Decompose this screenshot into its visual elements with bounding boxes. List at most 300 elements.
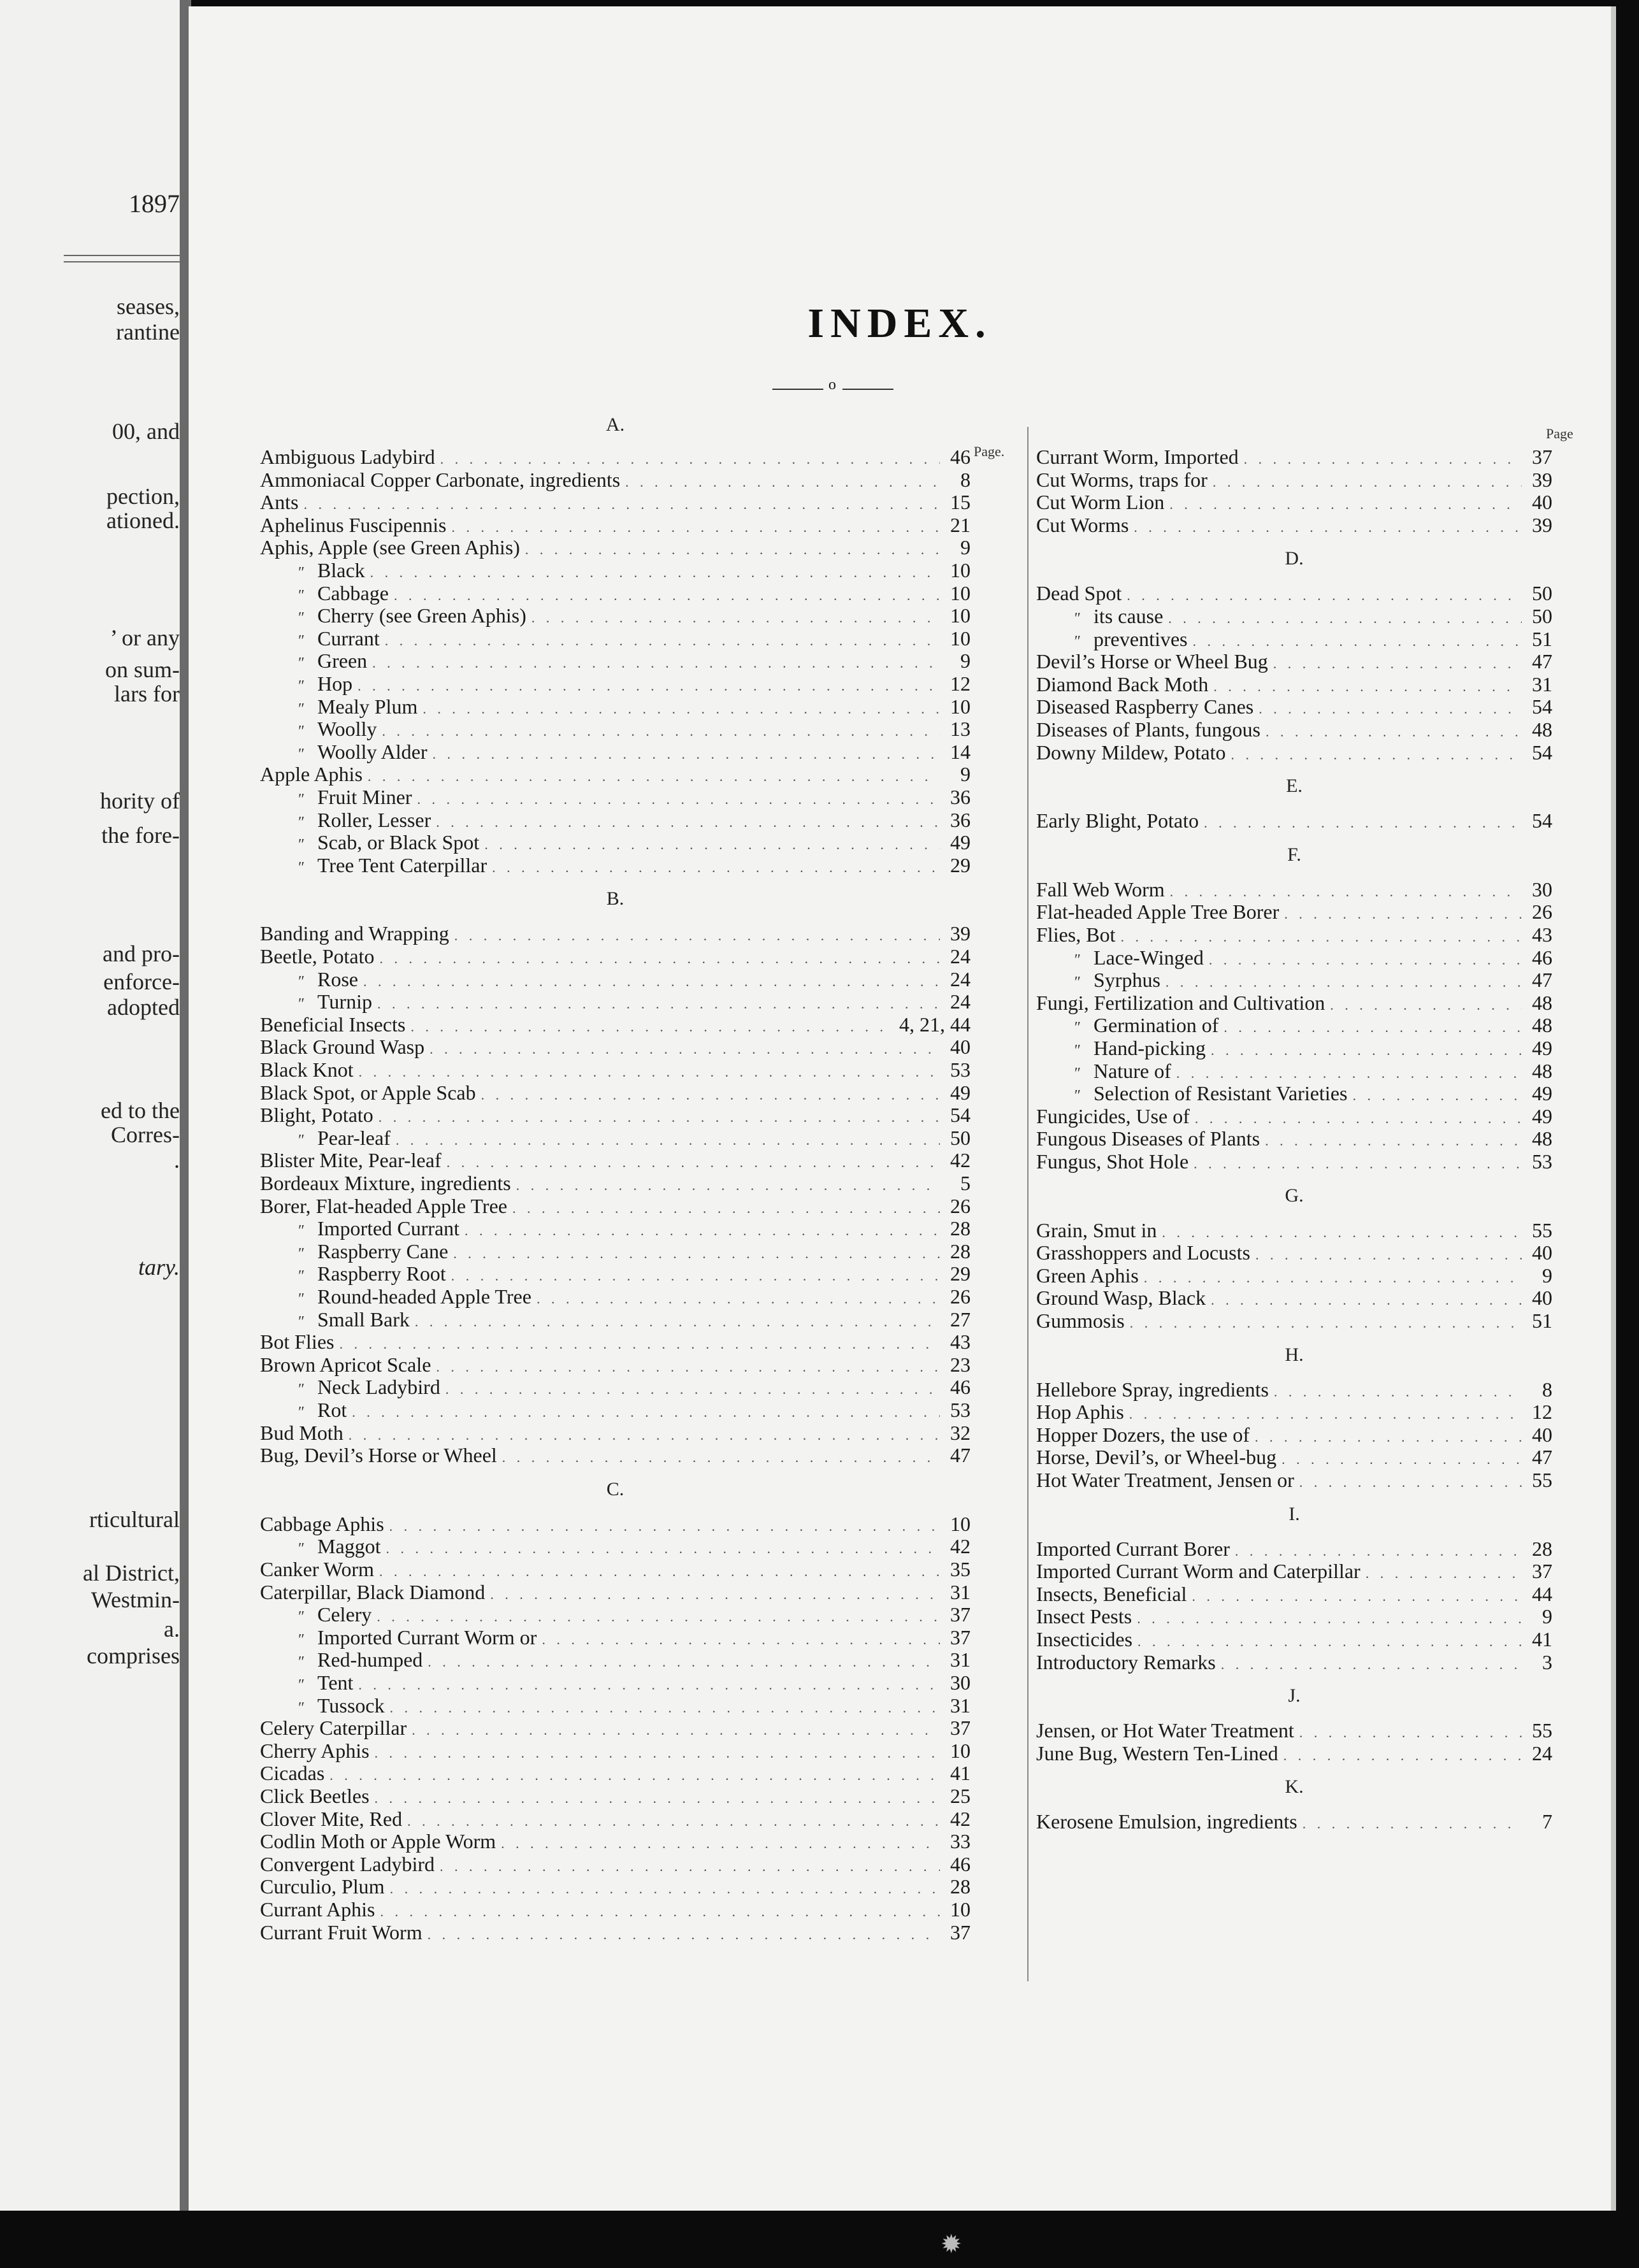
entry-page-number: 10 [950, 1739, 971, 1762]
ditto-mark: ″ [298, 1631, 305, 1648]
entry-page-number: 49 [1532, 1105, 1552, 1128]
section-letter: I. [1289, 1503, 1300, 1525]
ditto-mark: ″ [1074, 1042, 1081, 1059]
index-entry [1036, 947, 1552, 969]
index-entry [1036, 469, 1552, 491]
dot-leader [1231, 743, 1522, 764]
entry-page-number: 10 [950, 695, 971, 718]
entry-page-number: 31 [1532, 673, 1552, 696]
entry-text: Blister Mite, Pear-leaf [260, 1149, 442, 1172]
dot-leader [1209, 949, 1522, 969]
entry-text: Insects, Beneficial [1036, 1583, 1187, 1605]
entry-page-number: 24 [950, 968, 971, 991]
entry-text: Cabbage [317, 582, 389, 605]
entry-page-number: 53 [950, 1059, 971, 1081]
entry-text: Currant Fruit Worm [260, 1921, 422, 1944]
index-entry [1036, 628, 1552, 650]
entry-text: Cut Worms, traps for [1036, 468, 1208, 491]
entry-text: Curculio, Plum [260, 1876, 385, 1898]
dot-leader [1283, 1744, 1522, 1765]
dot-leader [1166, 971, 1522, 991]
index-entry [1036, 719, 1552, 741]
previous-page-text: Corres- [111, 1122, 180, 1147]
ditto-mark: ″ [298, 745, 305, 763]
entry-page-number: 21 [950, 513, 971, 536]
entry-page-number: 12 [950, 673, 971, 695]
dot-leader [1170, 880, 1522, 901]
entry-text: Apple Aphis [260, 763, 363, 786]
dot-leader [1266, 721, 1522, 741]
entry-page-number: 42 [950, 1535, 971, 1558]
index-entry [1036, 1060, 1552, 1082]
dot-leader [1129, 1403, 1522, 1423]
dot-leader [1204, 812, 1522, 832]
section-letter: H. [1285, 1344, 1304, 1365]
index-entry [1036, 491, 1552, 513]
entry-text: Gummosis [1036, 1310, 1125, 1332]
index-entry [1036, 1605, 1552, 1628]
dot-leader [1144, 1267, 1522, 1287]
dot-leader [1134, 516, 1522, 536]
index-entry [1036, 810, 1552, 832]
entry-page-number: 47 [1532, 650, 1552, 673]
index-entry [1036, 1446, 1552, 1468]
previous-page-text: comprises [87, 1643, 180, 1669]
entry-text: Mealy Plum [317, 695, 418, 718]
index-entry [1036, 1265, 1552, 1287]
dot-leader [1255, 1244, 1522, 1264]
section-letter: D. [1285, 548, 1304, 570]
ditto-mark: ″ [298, 1268, 305, 1285]
index-entry [1036, 1628, 1552, 1651]
dot-leader [1211, 1039, 1522, 1059]
dot-leader [1168, 607, 1522, 628]
index-entry [1036, 924, 1552, 946]
index-entry [1036, 1037, 1552, 1059]
index-entry [1036, 1538, 1552, 1560]
entry-text: Clover Mite, Red [260, 1807, 403, 1830]
entry-text: Green [317, 650, 368, 673]
entry-text: Ants [260, 491, 299, 514]
index-entry [1036, 901, 1552, 923]
entry-page-number: 42 [950, 1807, 971, 1830]
entry-text: Cherry (see Green Aphis) [317, 605, 526, 628]
entry-text: Germination of [1094, 1014, 1219, 1037]
previous-page-year: 1897 [129, 189, 180, 218]
entry-text: Downy Mildew, Potato [1036, 741, 1226, 764]
entry-text: Cut Worms [1036, 513, 1129, 536]
ditto-mark: ″ [1074, 1065, 1081, 1082]
dot-leader [1259, 698, 1522, 718]
entry-text: Maggot [317, 1535, 381, 1558]
entry-text: Woolly Alder [317, 740, 428, 763]
entry-page-number: 12 [1532, 1401, 1552, 1424]
entry-page-number: 7 [1542, 1811, 1552, 1834]
ditto-mark: ″ [1074, 1019, 1081, 1037]
entry-text: Cabbage Aphis [260, 1512, 384, 1535]
entry-page-number: 29 [950, 854, 971, 877]
ditto-mark: ″ [298, 723, 305, 740]
entry-text: Borer, Flat-headed Apple Tree [260, 1195, 507, 1217]
index-entry [1036, 1651, 1552, 1674]
previous-page-text: Westmin- [90, 1587, 180, 1612]
previous-page-text: enforce- [103, 969, 180, 994]
entry-page-number: 55 [1532, 1219, 1552, 1242]
entry-text: Celery Caterpillar [260, 1717, 407, 1740]
entry-text: Nature of [1094, 1059, 1171, 1082]
section-letter: G. [1285, 1184, 1304, 1206]
entry-page-number: 47 [1532, 969, 1552, 992]
entry-text: Cut Worm Lion [1036, 491, 1165, 514]
previous-page-text: ed to the [101, 1098, 180, 1123]
previous-page-text: the fore- [101, 822, 180, 848]
section-letter: F. [1287, 843, 1301, 865]
entry-page-number: 9 [960, 763, 971, 786]
entry-text: Brown Apricot Scale [260, 1353, 431, 1376]
entry-page-number: 48 [1532, 1014, 1552, 1037]
entry-text: Imported Currant Worm or [317, 1626, 537, 1649]
entry-text: Fruit Miner [317, 786, 412, 808]
dot-leader [1299, 1721, 1522, 1742]
entry-page-number: 15 [950, 491, 971, 514]
entry-text: Tent [317, 1672, 354, 1694]
entry-page-number: 28 [950, 1217, 971, 1240]
previous-page-text: rantine [116, 319, 180, 345]
entry-page-number: 32 [950, 1421, 971, 1444]
entry-page-number: 29 [950, 1263, 971, 1286]
dot-leader [1244, 448, 1522, 468]
dot-leader [1195, 1107, 1522, 1128]
entry-page-number: 54 [1532, 741, 1552, 764]
entry-page-number: 4, 21, 44 [899, 1013, 971, 1036]
entry-page-number: 50 [1532, 582, 1552, 605]
entry-page-number: 26 [950, 1195, 971, 1217]
entry-page-number: 10 [950, 559, 971, 582]
index-entry [1036, 1401, 1552, 1423]
previous-page-text: a. [164, 1616, 180, 1642]
entry-text: Fungous Diseases of Plants [1036, 1128, 1260, 1151]
entry-text: Tree Tent Caterpillar [317, 854, 487, 877]
index-entry [1036, 1424, 1552, 1446]
index-entry [1036, 446, 1552, 468]
index-entry [1036, 1469, 1552, 1491]
entry-page-number: 40 [950, 1036, 971, 1059]
entry-text: Lace-Winged [1094, 946, 1204, 969]
previous-page-text: pection, [106, 484, 180, 509]
entry-text: Diseased Raspberry Canes [1036, 696, 1254, 719]
index-entry [1036, 1128, 1552, 1150]
entry-text: Insecticides [1036, 1628, 1133, 1651]
previous-page-text: hority of [100, 788, 180, 814]
entry-page-number: 51 [1532, 1310, 1552, 1332]
entry-text: Horse, Devil’s, or Wheel-bug [1036, 1446, 1277, 1469]
entry-page-number: 9 [1542, 1264, 1552, 1287]
entry-text: Fungus, Shot Hole [1036, 1151, 1189, 1173]
entry-page-number: 49 [950, 831, 971, 854]
entry-page-number: 43 [950, 1331, 971, 1354]
dot-leader [1130, 1312, 1522, 1332]
entry-text: Hopper Dozers, the use of [1036, 1423, 1250, 1446]
dot-leader [1137, 1607, 1522, 1628]
entry-text: Grasshoppers and Locusts [1036, 1242, 1250, 1265]
previous-page-text: adopted [107, 994, 180, 1020]
entry-page-number: 31 [950, 1694, 971, 1717]
entry-page-number: 40 [1532, 491, 1552, 514]
ditto-mark: ″ [298, 1699, 305, 1716]
entry-text: Tussock [317, 1694, 385, 1717]
entry-text: Fungicides, Use of [1036, 1105, 1190, 1128]
entry-text: Woolly [317, 718, 377, 741]
entry-page-number: 9 [1542, 1605, 1552, 1628]
entry-page-number: 10 [950, 1512, 971, 1535]
ditto-mark: ″ [298, 632, 305, 649]
ditto-mark: ″ [1074, 633, 1081, 650]
entry-page-number: 46 [1532, 946, 1552, 969]
dot-leader [1299, 1471, 1522, 1491]
ditto-mark: ″ [1074, 610, 1081, 627]
entry-page-number: 48 [1532, 1128, 1552, 1151]
entry-page-number: 24 [950, 945, 971, 968]
scan-mark: ✹ [941, 2230, 962, 2259]
entry-page-number: 51 [1532, 628, 1552, 650]
entry-text: Imported Currant [317, 1217, 460, 1240]
entry-text: Bot Flies [260, 1331, 335, 1354]
entry-page-number: 31 [950, 1649, 971, 1672]
entry-page-number: 10 [950, 1898, 971, 1921]
ditto-mark: ″ [298, 814, 305, 831]
index-entry [1036, 742, 1552, 764]
dot-leader [1193, 630, 1522, 650]
index-page [189, 6, 1616, 2259]
entry-page-number: 28 [950, 1876, 971, 1898]
entry-text: Currant Worm, Imported [1036, 446, 1239, 468]
index-entry [1036, 1560, 1552, 1583]
ditto-mark: ″ [298, 1404, 305, 1421]
entry-page-number: 40 [1532, 1287, 1552, 1310]
entry-page-number: 46 [950, 1853, 971, 1876]
entry-text: Black Knot [260, 1059, 354, 1081]
entry-text: Flat-headed Apple Tree Borer [1036, 901, 1280, 924]
index-entry [1036, 1310, 1552, 1332]
section-letter: K. [1285, 1776, 1304, 1798]
dot-leader [1127, 584, 1522, 605]
dot-leader [1265, 1130, 1522, 1150]
dot-leader [1211, 1289, 1522, 1309]
entry-text: Round-headed Apple Tree [317, 1286, 531, 1308]
entry-page-number: 10 [950, 605, 971, 628]
ditto-mark: ″ [298, 791, 305, 808]
entry-page-number: 50 [1532, 605, 1552, 628]
index-entry [1036, 582, 1552, 605]
entry-page-number: 46 [950, 1376, 971, 1399]
entry-page-number: 9 [960, 650, 971, 673]
dot-leader [1255, 1426, 1522, 1446]
entry-page-number: 48 [1532, 719, 1552, 741]
entry-text: Insect Pests [1036, 1605, 1132, 1628]
entry-text: Canker Worm [260, 1558, 375, 1581]
entry-page-number: 46 [950, 446, 971, 468]
entry-text: Red-humped [317, 1649, 423, 1672]
dot-leader [1221, 1653, 1522, 1674]
dot-leader [1366, 1562, 1522, 1583]
index-entry [1036, 1379, 1552, 1401]
entry-page-number: 3 [1542, 1651, 1552, 1674]
entry-text: Hellebore Spray, ingredients [1036, 1378, 1269, 1401]
entry-page-number: 54 [1532, 810, 1552, 833]
previous-page-text: lars for [114, 681, 180, 707]
entry-page-number: 8 [960, 468, 971, 491]
entry-text: Aphelinus Fuscipennis [260, 513, 447, 536]
entry-page-number: 40 [1532, 1242, 1552, 1265]
previous-page-rule [64, 261, 185, 262]
entry-page-number: 27 [950, 1308, 971, 1331]
ditto-mark: ″ [298, 836, 305, 854]
title-ornament [772, 377, 893, 393]
entry-text: Black Ground Wasp [260, 1036, 425, 1059]
index-entry [1036, 1287, 1552, 1309]
entry-page-number: 35 [950, 1558, 971, 1581]
entry-page-number: 44 [1532, 1583, 1552, 1605]
ditto-mark: ″ [1074, 1087, 1081, 1105]
ornament-circle: o [828, 377, 836, 393]
dot-leader [1176, 1062, 1522, 1082]
section-letter: E. [1286, 775, 1303, 797]
dot-leader [1235, 1540, 1522, 1560]
entry-text: Convergent Ladybird [260, 1853, 435, 1876]
dot-leader [1162, 1221, 1522, 1242]
index-entry [1036, 1151, 1552, 1173]
entry-page-number: 28 [1532, 1537, 1552, 1560]
index-entry [1036, 1219, 1552, 1242]
dot-leader [1282, 1448, 1522, 1468]
entry-text: Bug, Devil’s Horse or Wheel [260, 1444, 497, 1467]
ditto-mark: ″ [298, 973, 305, 990]
entry-page-number: 24 [950, 991, 971, 1014]
entry-page-number: 13 [950, 718, 971, 741]
index-entry [1036, 650, 1552, 673]
entry-text: Selection of Resistant Varieties [1094, 1082, 1348, 1105]
entry-page-number: 43 [1532, 924, 1552, 946]
ditto-mark: ″ [298, 1313, 305, 1330]
dot-leader [1213, 675, 1522, 696]
entry-page-number: 30 [1532, 878, 1552, 901]
entry-text: Kerosene Emulsion, ingredients [1036, 1811, 1297, 1834]
dot-leader [1192, 1585, 1522, 1605]
entry-text: Banding and Wrapping [260, 922, 449, 945]
entry-text: Caterpillar, Black Diamond [260, 1581, 486, 1604]
ditto-mark: ″ [298, 700, 305, 717]
entry-page-number: 10 [950, 582, 971, 605]
section-letter: B. [606, 888, 625, 910]
entry-text: Diamond Back Moth [1036, 673, 1209, 696]
entry-page-number: 41 [950, 1762, 971, 1785]
dot-leader [1352, 1084, 1522, 1105]
entry-text: Jensen, or Hot Water Treatment [1036, 1719, 1294, 1742]
entry-text: Blight, Potato [260, 1104, 373, 1127]
entry-text: Dead Spot [1036, 582, 1122, 605]
entry-page-number: 49 [950, 1081, 971, 1104]
entry-text: Currant [317, 627, 380, 650]
entry-text: Introductory Remarks [1036, 1651, 1216, 1674]
ditto-mark: ″ [298, 1131, 305, 1149]
entry-page-number: 42 [950, 1149, 971, 1172]
entry-text: Aphis, Apple (see Green Aphis) [260, 536, 520, 559]
index-entry [1036, 1014, 1552, 1037]
entry-text: Pear-leaf [317, 1126, 391, 1149]
ditto-mark: ″ [298, 859, 305, 876]
entry-text: Scab, or Black Spot [317, 831, 480, 854]
entry-text: Bordeaux Mixture, ingredients [260, 1172, 511, 1195]
entry-text: Bud Moth [260, 1421, 343, 1444]
entry-text: Syrphus [1094, 969, 1160, 992]
dot-leader [1274, 1381, 1522, 1401]
entry-page-number: 39 [1532, 513, 1552, 536]
dot-leader [1330, 994, 1522, 1014]
entry-page-number: 9 [960, 536, 971, 559]
entry-page-number: 49 [1532, 1082, 1552, 1105]
entry-page-number: 49 [1532, 1037, 1552, 1059]
page-title: INDEX. [807, 300, 992, 347]
entry-page-number: 36 [950, 808, 971, 831]
entry-text: Hop [317, 673, 353, 695]
entry-page-number: 31 [950, 1581, 971, 1604]
entry-page-number: 41 [1532, 1628, 1552, 1651]
index-column-right [845, 414, 1597, 1969]
entry-page-number: 47 [950, 1444, 971, 1467]
index-entry [1036, 1719, 1552, 1742]
entry-text: Cherry Aphis [260, 1739, 370, 1762]
entry-text: Fungi, Fertilization and Cultivation [1036, 991, 1325, 1014]
previous-page-text: rticultural [89, 1507, 180, 1532]
entry-text: preventives [1094, 628, 1188, 650]
ornament-line [842, 389, 893, 390]
entry-page-number: 37 [1532, 446, 1552, 468]
index-entry [1036, 992, 1552, 1014]
entry-text: its cause [1094, 605, 1164, 628]
entry-text: Codlin Moth or Apple Worm [260, 1830, 496, 1853]
entry-page-number: 53 [1532, 1151, 1552, 1173]
entry-page-number: 25 [950, 1785, 971, 1807]
dot-leader [1303, 1812, 1522, 1833]
entry-text: Flies, Bot [1036, 924, 1116, 946]
previous-page-text: tary. [138, 1254, 180, 1280]
entry-text: Grain, Smut in [1036, 1219, 1157, 1242]
dot-leader [1213, 471, 1522, 491]
entry-page-number: 54 [1532, 696, 1552, 719]
entry-page-number: 26 [1532, 901, 1552, 924]
entry-text: Black [317, 559, 365, 582]
entry-page-number: 39 [950, 922, 971, 945]
previous-page-text: 00, and [112, 419, 180, 444]
entry-page-number: 37 [1532, 1560, 1552, 1583]
entry-text: Devil’s Horse or Wheel Bug [1036, 650, 1268, 673]
entry-text: Currant Aphis [260, 1898, 375, 1921]
entry-text: Hand-picking [1094, 1037, 1206, 1059]
previous-page-text: on sum- [105, 657, 180, 682]
section-letter: A. [605, 414, 625, 435]
previous-page-text: ’ or any [110, 625, 180, 650]
ornament-line [772, 389, 823, 390]
ditto-mark: ″ [298, 655, 305, 672]
entry-page-number: 53 [950, 1399, 971, 1421]
entry-page-number: 37 [950, 1921, 971, 1944]
entry-page-number: 54 [950, 1104, 971, 1127]
entry-text: Rot [317, 1399, 347, 1421]
index-entry [1036, 1742, 1552, 1765]
entry-page-number: 23 [950, 1353, 971, 1376]
ditto-mark: ″ [298, 610, 305, 627]
dot-leader [1273, 652, 1522, 673]
